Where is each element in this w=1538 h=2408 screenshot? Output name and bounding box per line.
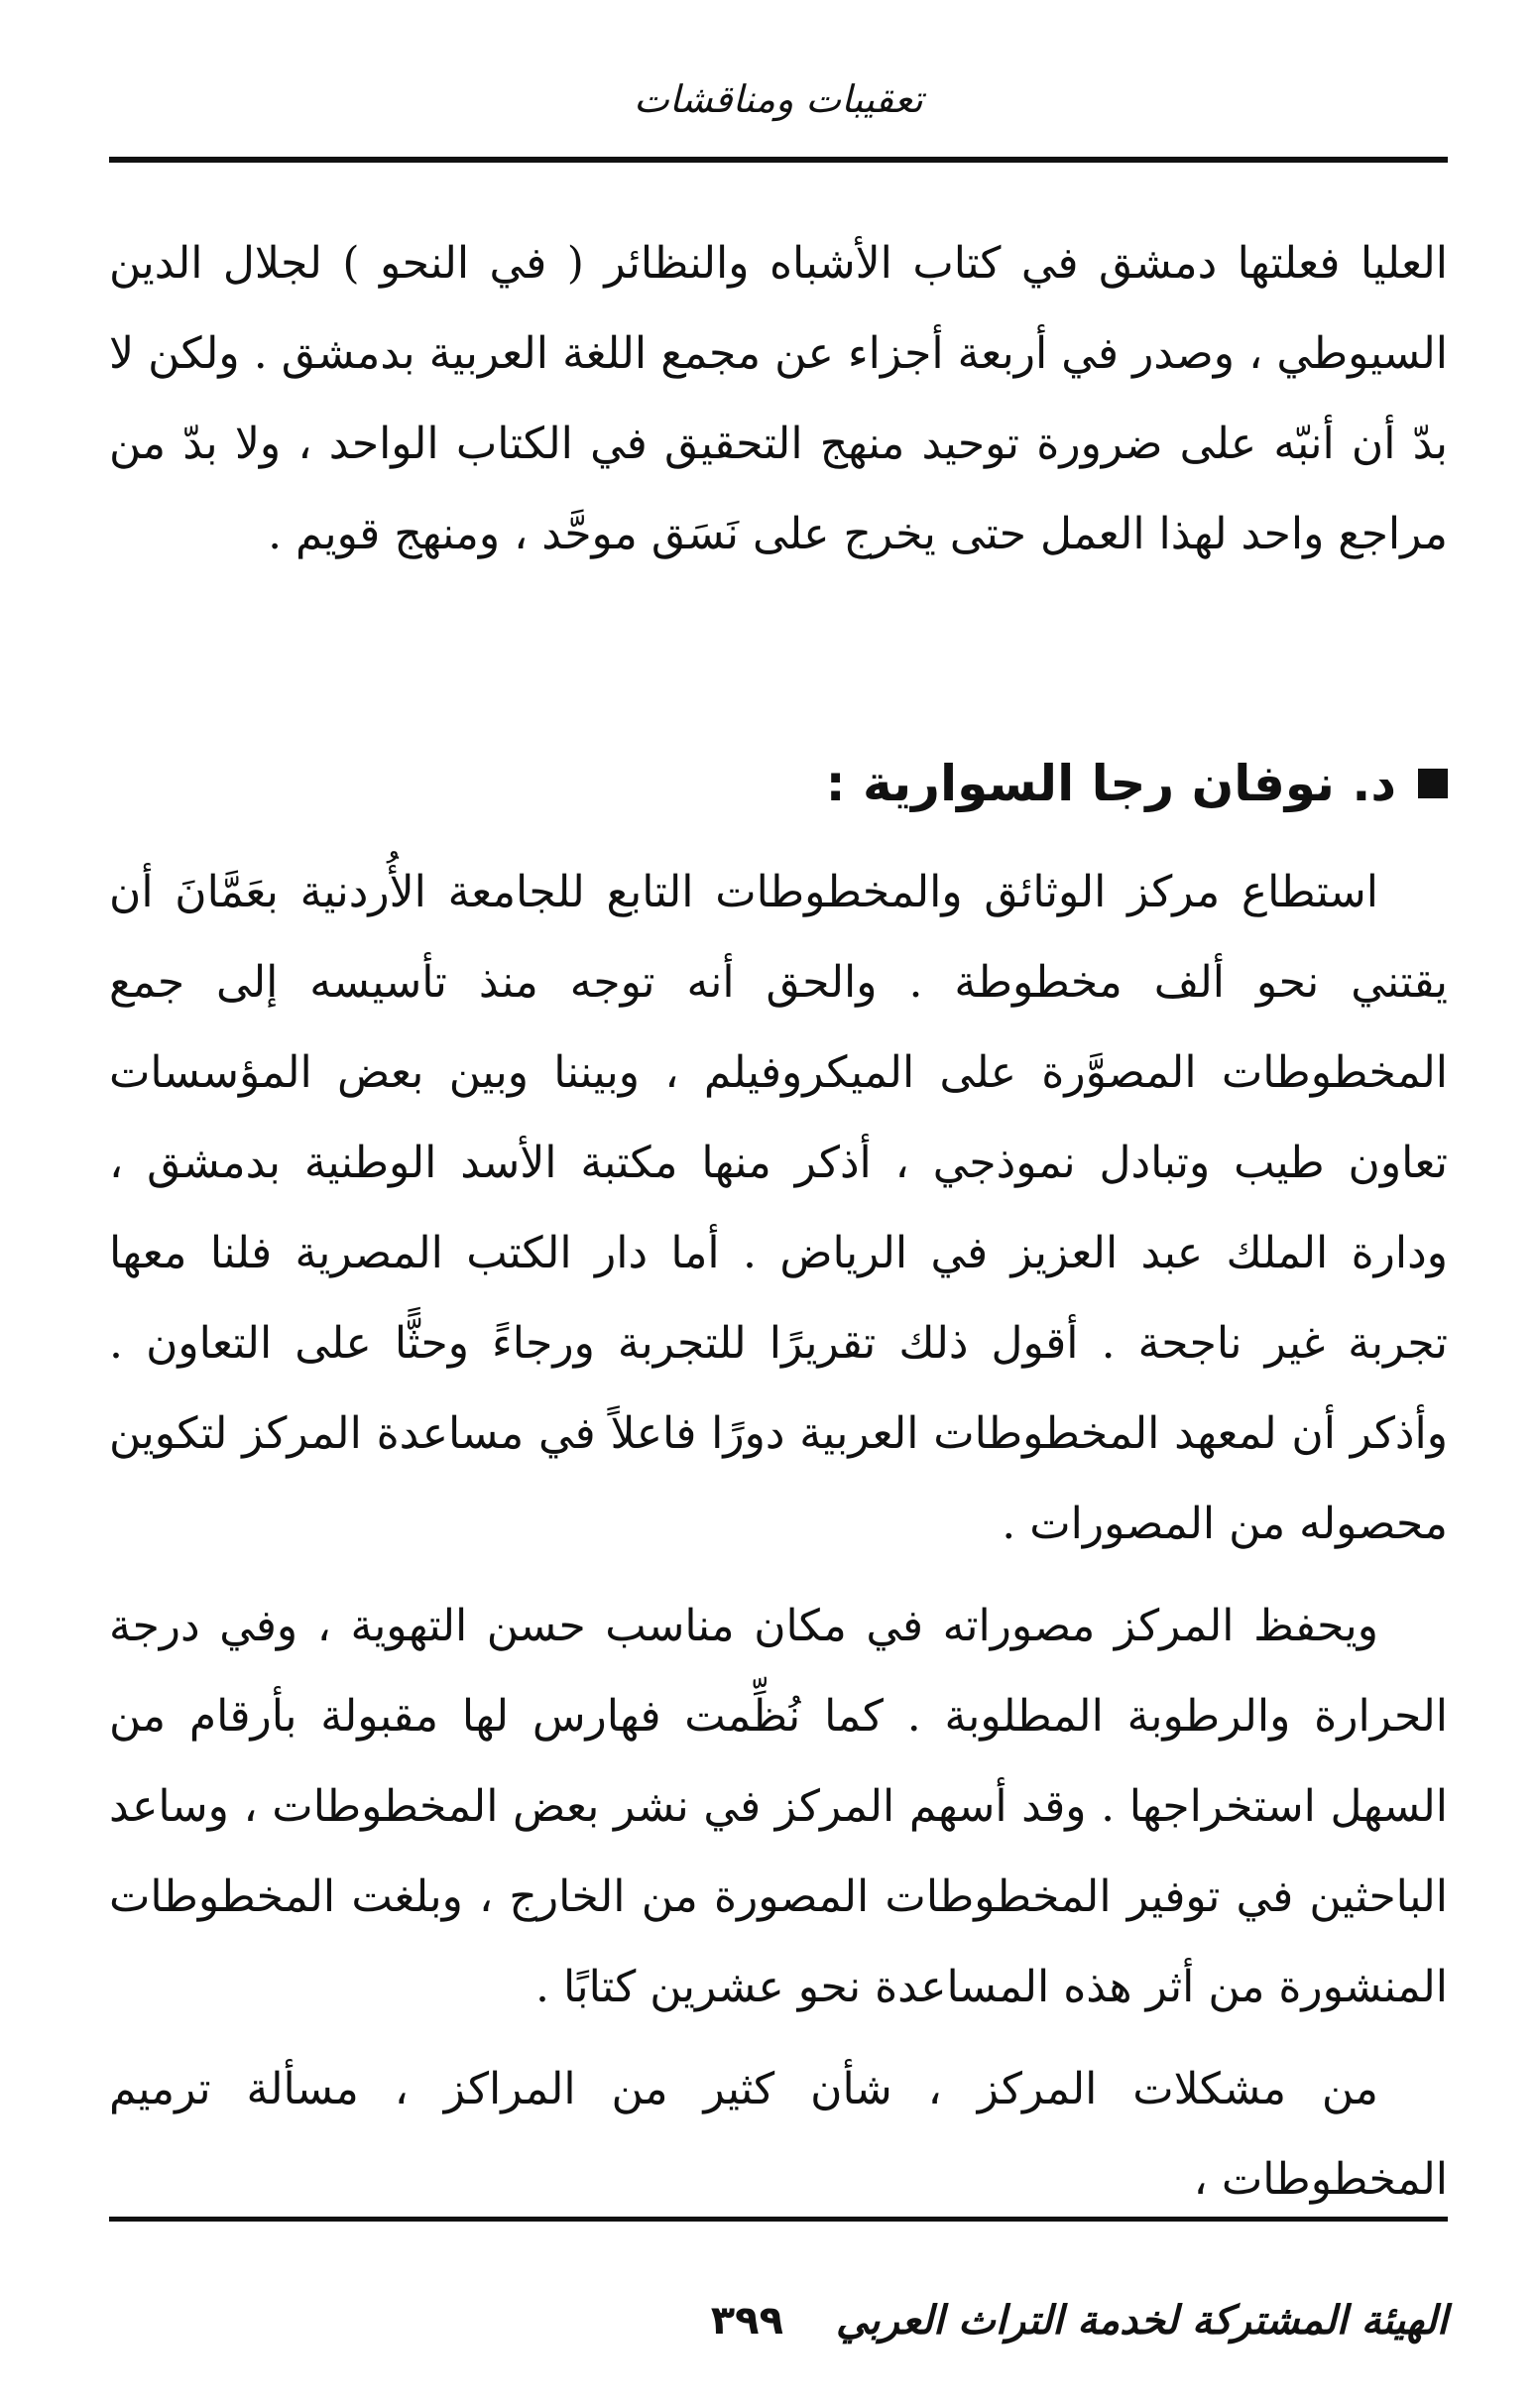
body-text [109,218,1448,2225]
header-rule [109,157,1448,163]
section-heading-text: د. نوفان رجا السوارية : [825,755,1396,812]
filled-square-bullet-icon [1418,769,1448,798]
paragraph-center-collection: استطاع مركز الوثائق والمخطوطات التابع للجامعة الأُردنية بعَمَّانَ أن يقتني نحو ألف مخطوطة . والحق أنه توجه منذ تأسيسه إلى جمع المخطوطات المصوَّرة على الميكروفيلم ، وبيننا وبين بعض المؤسسات تعاون طيب وتبادل نموذجي ، أذكر منها مكتبة الأسد الوطنية بدمشق ، ودارة الملك عبد العزيز في الرياض . أما دار الكتب المصرية فلنا معها تجربة غير ناجحة . أقول ذلك تقريرًا للتجربة ورجاءً وحثًّا على التعاون . وأذكر أن لمعهد المخطوطات العربية دورًا فاعلاً في مساعدة المركز لتكوين محصوله من المصورات . [109,867,1448,1549]
page-number: ٣٩٩ [710,2298,783,2344]
paragraph-center-problems: من مشكلات المركز ، شأن كثير من المراكز ، مسألة ترميم المخطوطات ، [109,2064,1448,2205]
footer-rule [109,2217,1448,2222]
paragraph-center-storage: ويحفظ المركز مصوراته في مكان مناسب حسن التهوية ، وفي درجة الحرارة والرطوبة المطلوبة . كما نُظِّمت فهارس لها مقبولة بأرقام من السهل استخراجها . وقد أسهم المركز في نشر بعض المخطوطات ، وساعد الباحثين في توفير المخطوطات المصورة من الخارج ، وبلغت المخطوطات المنشورة من أثر هذه المساعدة نحو عشرين كتابًا . [109,1601,1448,2012]
page-footer [109,2286,1448,2355]
running-title: تعقيبات ومناقشات [634,77,923,121]
section-heading [109,734,1448,833]
publisher-name: الهيئة المشتركة لخدمة التراث العربي [836,2297,1448,2344]
paragraph-continued: العليا فعلتها دمشق في كتاب الأشباه والنظائر ( في النحو ) لجلال الدين السيوطي ، وصدر في أربعة أجزاء عن مجمع اللغة العربية بدمشق . ولكن لا بدّ أن أنبّه على ضرورة توحيد منهج التحقيق في الكتاب الواحد ، ولا بدّ من مراجع واحد لهذا العمل حتى يخرج على نَسَق موحَّد ، ومنهج قويم . [109,238,1448,559]
